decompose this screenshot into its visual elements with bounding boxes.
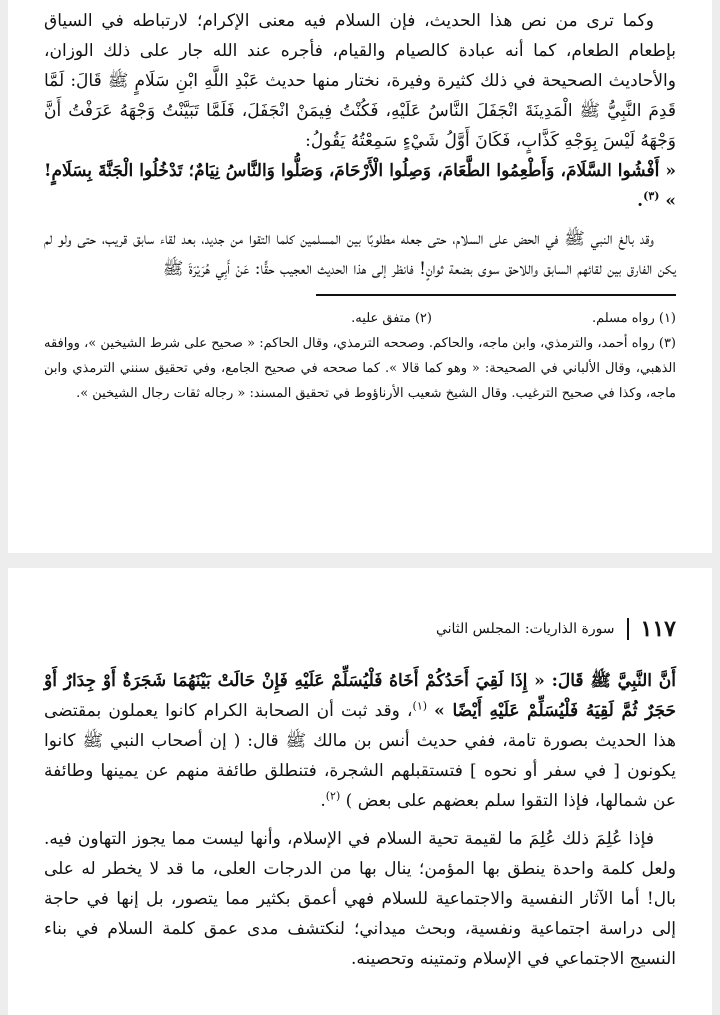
hadith-quote: « أَفْشُوا السَّلَامَ، وَأَطْعِمُوا الطَّعَامَ، وَصِلُوا الْأَرْحَامَ، وَصَلُّوا وَالنَّاسُ نِيَامٌ؛ تَدْخُلُوا الْجَنَّةَ بِسَلَامٍ! » $^{(٣)}$. <box>44 161 676 211</box>
paragraph-intro: وكما ترى من نص هذا الحديث، فإن السلام فيه معنى الإكرام؛ لارتباطه في السياق بإطعام الطعام، كما أنه عبادة كالصيام والقيام، فأجره عند الله جار على ذلك الوزان، والأحاديث الصحيحة في ذلك كثيرة وفيرة، نختار منها حديث عَبْدِ اللَّهِ ابْنِ سَلَامٍ ﷺ قَالَ: لَمَّا قَدِمَ النَّبِيُّ ﷺ الْمَدِينَةَ انْجَفَلَ النَّاسُ عَلَيْهِ، فَكُنْتُ فِيمَنْ انْجَفَلَ، فَلَمَّا تَبَيَّنْتُ وَجْهَهُ عَرَفْتُ أَنَّ وَجْهَهُ لَيْسَ بِوَجْهِ كَذَّابٍ، فَكَانَ أَوَّلُ شَيْءٍ سَمِعْتُهُ يَقُولُ: <box>44 11 676 151</box>
footnote-divider <box>316 294 676 296</box>
footnote-1: (١) رواه مسلم. <box>591 311 676 326</box>
footnote-ref-3: (٣) <box>643 189 660 203</box>
paragraph-hadith: أَنَّ النَّبِيَّ ﷺ قَالَ: « إِذَا لَقِيَ أَحَدُكُمْ أَخَاهُ فَلْيُسَلِّمْ عَلَيْهِ فَإِنْ حَالَتْ بَيْنَهُمَا شَجَرَةٌ أَوْ جِدَارٌ أَوْ حَجَرٌ ثُمَّ لَقِيَهُ فَلْيُسَلِّمْ عَلَيْهِ أَيْضًا » $^{(١)}$، وقد ثبت أن الصحابة الكرام كانوا يعملون بمقتضى هذا الحديث بصورة تامة، ففي حديث أنس بن مالك ﷺ قال: ( إن أصحاب النبي ﷺ كانوا يكونون [ في سفر أو نحوه ] فتستقبلهم الشجرة، فتنطلق طائفة منهم عن يمينها وطائفة عن شمالها، فإذا التقوا سلم بعضهم على بعض ) $^{(٢)}$. <box>44 671 677 811</box>
hadith-text-bold: أَنَّ النَّبِيَّ ﷺ قَالَ: « إِذَا لَقِيَ أَحَدُكُمْ أَخَاهُ فَلْيُسَلِّمْ عَلَيْهِ فَإِنْ حَالَتْ بَيْنَهُمَا شَجَرَةٌ أَوْ جِدَارٌ أَوْ حَجَرٌ ثُمَّ لَقِيَهُ فَلْيُسَلِّمْ عَلَيْهِ أَيْضًا » <box>44 671 677 721</box>
footnotes-row <box>44 306 676 331</box>
footnote-ref-1: (١) <box>412 699 428 713</box>
companions-text: ، وقد ثبت أن الصحابة الكرام كانوا يعملون بمقتضى هذا الحديث بصورة تامة، ففي حديث أنس بن مالك ﷺ قال: ( إن أصحاب النبي ﷺ كانوا يكونون [ في سفر أو نحوه ] فتستقبلهم الشجرة، فتنطلق طائفة منهم عن يمينها وطائفة عن شمالها، فإذا التقوا سلم بعضهم على بعض ) <box>44 701 676 811</box>
paragraph-encouragement: وقد بالغ النبي ﷺ في الحض على السلام، حتى جعله مطلوبًا بين المسلمين كلما التقوا من جديد، بعد لقاء سابق قريب، حتى ولو لم يكن الفارق بين لقائهم السابق واللاحق سوى بضعة ثوانٍ! فانظر إلى هذا الحديث العجيب حقًّا: عَنْ أَبِي هُرَيْرَةَ ﷺ <box>44 229 676 279</box>
page-top <box>8 0 712 553</box>
footnote-3: (٣) رواه أحمد، والترمذي، وابن ماجه، والحاكم. وصححه الترمذي، وقال الحاكم: « صحيح على شرط الشيخين »، ووافقه الذهبي، وقال الألباني في الصحيحة: « وهو كما قالا ». كما صححه في صحيح الجامع، وفي تحقيق سنني الترمذي وابن ماجه، وكذا في صحيح الترغيب. وقال الشيخ شعيب الأرناؤوط في تحقيق المسند: « رجاله ثقات رجال الشيخين ». <box>44 336 676 401</box>
header-separator <box>627 618 629 640</box>
footnote-ref-2: (٢) <box>325 789 341 803</box>
footnote-2: (٢) متفق عليه. <box>351 311 432 326</box>
page-bottom <box>8 568 712 1015</box>
page-number: ١١٧ <box>640 616 676 642</box>
hadith-text: « أَفْشُوا السَّلَامَ، وَأَطْعِمُوا الطَّعَامَ، وَصِلُوا الْأَرْحَامَ، وَصَلُّوا وَالنَّاسُ نِيَامٌ؛ تَدْخُلُوا الْجَنَّةَ بِسَلَامٍ! » <box>44 161 676 211</box>
page-header <box>44 616 676 642</box>
running-title: سورة الذاريات: المجلس الثاني <box>435 621 615 637</box>
paragraph-conclusion: فإذا عُلِمَ ذلك عُلِمَ ما لقيمة تحية السلام في الإسلام، وأنها ليست مما يجوز التهاون فيه. ولعل كلمة واحدة ينطق بها المؤمن؛ ينال بها من الدرجات العلى، ما قد لا يخطر له على بال! أما الآثار النفسية والاجتماعية للسلام فهي أعمق بكثير مما يتصور، بل إنها في حاجة إلى دراسة اجتماعية ونفسية، وبحث ميداني؛ لنكتشف مدى عمق كلمة السلام في بناء النسيج الاجتماعي في الإسلام وتمتينه وتحصينه. <box>44 829 676 969</box>
